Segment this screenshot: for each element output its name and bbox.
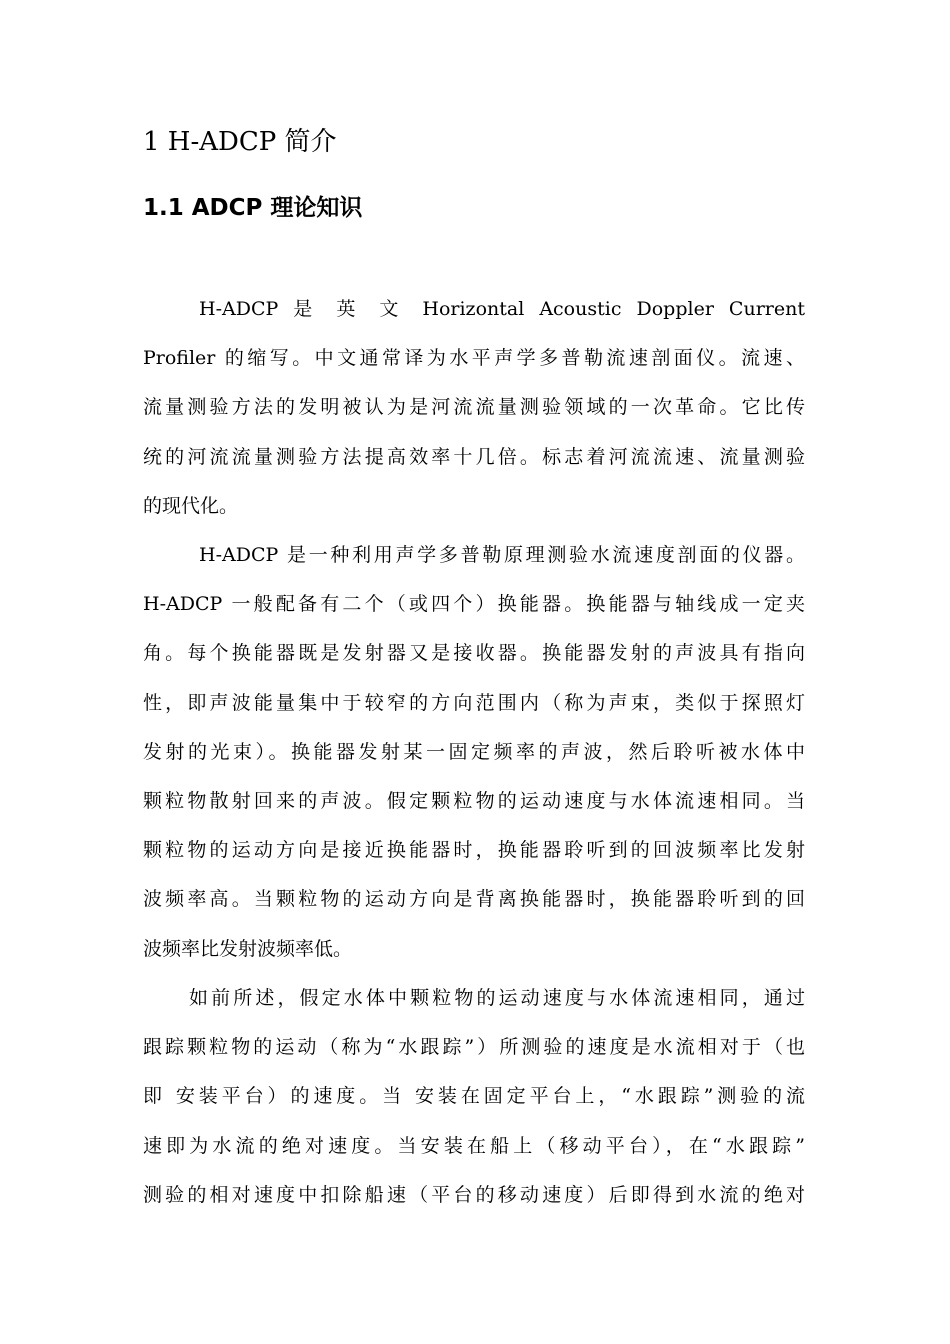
paragraph-line: H-ADCP 一般配备有二个（或四个）换能器。换能器与轴线成一定夹 <box>143 593 805 616</box>
paragraph-line: 统的河流流量测验方法提高效率十几倍。标志着河流流速、流量测验 <box>143 445 805 468</box>
paragraph-line: 性，即声波能量集中于较窄的方向范围内（称为声束，类似于探照灯 <box>143 691 805 714</box>
paragraph-3 <box>143 974 805 1220</box>
section-title: 1.1 ADCP 理论知识 <box>143 195 363 221</box>
chapter-title: 1 H-ADCP 简介 <box>143 127 337 157</box>
paragraph-line: 颗粒物散射回来的声波。假定颗粒物的运动速度与水体流速相同。当 <box>143 789 805 812</box>
paragraph-line: 发射的光束）。换能器发射某一固定频率的声波，然后聆听被水体中 <box>143 740 805 763</box>
paragraph-line: 波频率比发射波频率低。 <box>143 937 353 960</box>
paragraph-2 <box>143 531 805 974</box>
paragraph-line: 跟踪颗粒物的运动（称为“水跟踪”）所测验的速度是水流相对于（也 <box>143 1036 805 1059</box>
paragraph-line: 即 安装平台）的速度。当 安装在固定平台上，“水跟踪”测验的流 <box>143 1085 805 1108</box>
paragraph-line: H-ADCP 是 英 文 Horizontal Acoustic Doppler Current <box>199 298 805 320</box>
paragraph-line: 的现代化。 <box>143 494 239 517</box>
paragraph-line: 速即为水流的绝对速度。当安装在船上（移动平台），在“水跟踪” <box>143 1134 805 1157</box>
paragraph-line: 角。每个换能器既是发射器又是接收器。换能器发射的声波具有指向 <box>143 642 805 665</box>
paragraph-line: 波频率高。当颗粒物的运动方向是背离换能器时，换能器聆听到的回 <box>143 888 805 911</box>
paragraph-line: Profiler 的缩写。中文通常译为水平声学多普勒流速剖面仪。流速、 <box>143 347 805 370</box>
paragraph-line: 流量测验方法的发明被认为是河流流量测验领域的一次革命。它比传 <box>143 396 805 419</box>
paragraph-line: 如前所述，假定水体中颗粒物的运动速度与水体流速相同，通过 <box>189 987 805 1009</box>
paragraph-line: 测验的相对速度中扣除船速（平台的移动速度）后即得到水流的绝对 <box>143 1183 805 1206</box>
paragraph-line: 颗粒物的运动方向是接近换能器时，换能器聆听到的回波频率比发射 <box>143 839 805 862</box>
paragraph-line: H-ADCP 是一种利用声学多普勒原理测验水流速度剖面的仪器。 <box>199 544 805 566</box>
paragraph-1 <box>143 285 805 531</box>
